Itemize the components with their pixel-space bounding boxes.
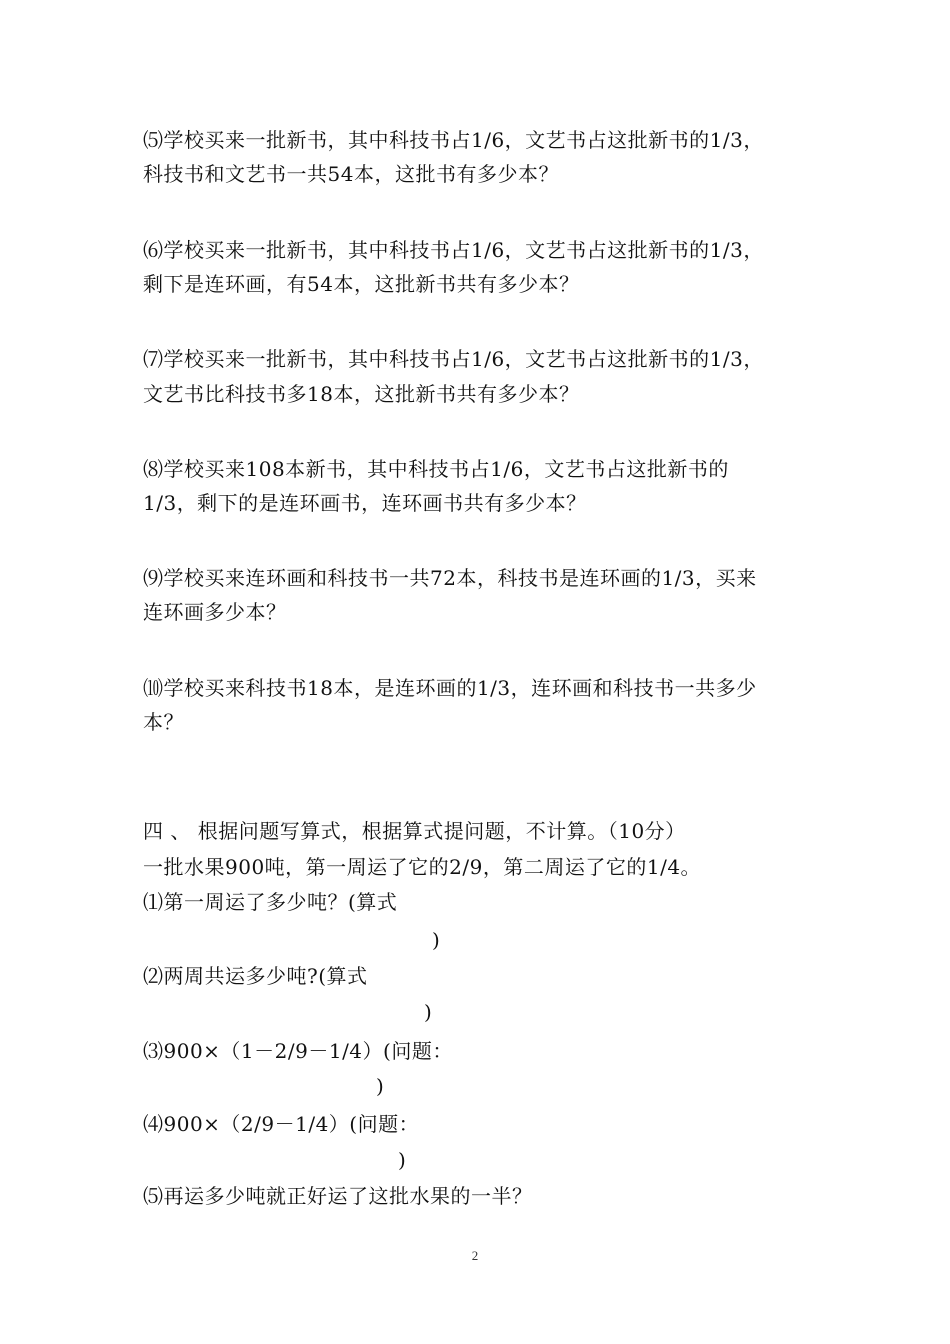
question-4-answer-close: )	[398, 1148, 406, 1172]
question-5: ⑸再运多少吨就正好运了这批水果的一半？	[143, 1184, 533, 1208]
question-2-answer-close: )	[424, 1000, 432, 1024]
problem-5-line-1: ⑸学校买来一批新书，其中科技书占1/6，文艺书占这批新书的1/3，	[143, 128, 764, 152]
section-4-heading: 四 、 根据问题写算式，根据算式提问题，不计算。（10分）	[143, 819, 686, 843]
problem-8-line-1: ⑻学校买来108本新书，其中科技书占1/6，文艺书占这批新书的	[143, 457, 729, 481]
problem-9-line-1: ⑼学校买来连环画和科技书一共72本，科技书是连环画的1/3，买来	[143, 566, 757, 590]
problem-6-line-1: ⑹学校买来一批新书，其中科技书占1/6，文艺书占这批新书的1/3，	[143, 238, 764, 262]
question-3-answer-close: )	[376, 1074, 384, 1098]
question-1: ⑴第一周运了多少吨？(算式	[143, 890, 398, 914]
question-1-answer-close: )	[432, 928, 440, 952]
problem-5-line-2: 科技书和文艺书一共54本，这批书有多少本？	[143, 162, 559, 186]
question-2: ⑵两周共运多少吨?(算式	[143, 964, 368, 988]
problem-7-line-2: 文艺书比科技书多18本，这批新书共有多少本？	[143, 382, 580, 406]
problem-7-line-1: ⑺学校买来一批新书，其中科技书占1/6，文艺书占这批新书的1/3，	[143, 347, 764, 371]
problem-6-line-2: 剩下是连环画，有54本，这批新书共有多少本？	[143, 272, 580, 296]
section-4-intro: 一批水果900吨，第一周运了它的2/9，第二周运了它的1/4。	[143, 855, 702, 879]
page-number: 2	[471, 1248, 479, 1263]
problem-8-line-2: 1/3，剩下的是连环画书，连环画书共有多少本？	[143, 491, 587, 515]
problem-10-line-1: ⑽学校买来科技书18本，是连环画的1/3，连环画和科技书一共多少	[143, 676, 757, 700]
question-4: ⑷900×（2/9－1/4）(问题：	[143, 1112, 420, 1136]
problem-9-line-2: 连环画多少本？	[143, 600, 287, 624]
problem-10-line-2: 本？	[143, 710, 184, 734]
question-3: ⑶900×（1－2/9－1/4）(问题：	[143, 1039, 453, 1063]
